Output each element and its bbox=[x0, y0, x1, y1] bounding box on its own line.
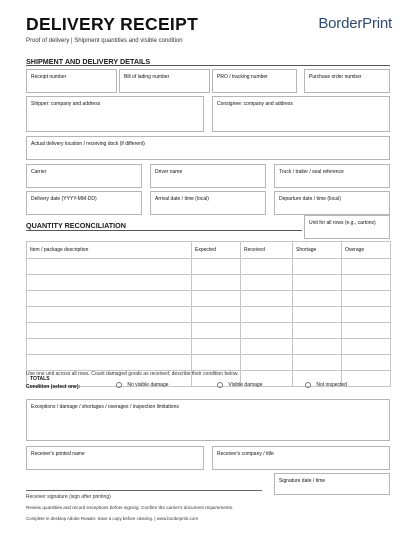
description-cell[interactable] bbox=[27, 259, 192, 275]
condition-option-label: Visible damage bbox=[228, 382, 263, 389]
quantity-note: Use one unit across all rows. Count damaged goods as received; describe their condition below. bbox=[26, 371, 239, 377]
radio-button-icon bbox=[305, 382, 311, 388]
exceptions-field[interactable] bbox=[26, 399, 390, 441]
column-header-description: Item / package description bbox=[27, 242, 192, 259]
table-row bbox=[27, 339, 391, 355]
arrival-datetime-field[interactable] bbox=[150, 191, 266, 215]
column-header-expected: Expected bbox=[192, 242, 241, 259]
description-cell[interactable] bbox=[27, 355, 192, 371]
shortage-cell[interactable] bbox=[293, 323, 342, 339]
table-header-row bbox=[27, 242, 391, 259]
brand-logo: BorderPrint bbox=[318, 15, 392, 32]
received-cell[interactable] bbox=[241, 339, 293, 355]
table-row bbox=[27, 307, 391, 323]
pro-tracking-label: PRO / tracking number bbox=[217, 74, 268, 80]
column-header-shortage: Shortage bbox=[293, 242, 342, 259]
shortage-cell[interactable] bbox=[293, 259, 342, 275]
bill-of-lading-field[interactable] bbox=[119, 69, 210, 93]
shortage-cell[interactable] bbox=[293, 275, 342, 291]
totals-overage-cell[interactable] bbox=[342, 371, 391, 387]
received-cell[interactable] bbox=[241, 259, 293, 275]
actual-delivery-location-field[interactable] bbox=[26, 136, 390, 160]
expected-cell[interactable] bbox=[192, 355, 241, 371]
shortage-cell[interactable] bbox=[293, 355, 342, 371]
condition-option-label: Not inspected bbox=[316, 382, 347, 389]
radio-button-icon bbox=[217, 382, 223, 388]
description-cell[interactable] bbox=[27, 339, 192, 355]
completion-note: Complete in desktop Adobe Reader. Save a copy before clearing. | www.borderprint.com bbox=[26, 516, 198, 521]
overage-cell[interactable] bbox=[342, 275, 391, 291]
received-cell[interactable] bbox=[241, 275, 293, 291]
shipper-field[interactable] bbox=[26, 96, 204, 132]
table-row bbox=[27, 323, 391, 339]
table-row bbox=[27, 275, 391, 291]
pro-tracking-field[interactable] bbox=[212, 69, 297, 93]
receiver-printed-name-field[interactable] bbox=[26, 446, 204, 470]
signature-date-field[interactable] bbox=[274, 473, 390, 495]
table-row bbox=[27, 291, 391, 307]
description-cell[interactable] bbox=[27, 323, 192, 339]
overage-cell[interactable] bbox=[342, 259, 391, 275]
signature-date-label: Signature date / time bbox=[279, 478, 326, 484]
signature-line[interactable] bbox=[26, 490, 262, 491]
overage-cell[interactable] bbox=[342, 355, 391, 371]
signature-caption: Receiver signature (sign after printing) bbox=[26, 494, 111, 500]
overage-cell[interactable] bbox=[342, 307, 391, 323]
table-row bbox=[27, 259, 391, 275]
consignee-label: Consignee: company and address bbox=[217, 101, 293, 107]
bill-of-lading-label: Bill of lading number bbox=[124, 74, 170, 80]
section-rule bbox=[26, 230, 302, 231]
radio-button-icon bbox=[116, 382, 122, 388]
received-cell[interactable] bbox=[241, 355, 293, 371]
quantity-section-heading: QUANTITY RECONCILIATION bbox=[26, 221, 126, 230]
condition-label: Condition (select one): bbox=[26, 384, 81, 390]
arrival-datetime-label: Arrival date / time (local) bbox=[155, 196, 209, 202]
shortage-cell[interactable] bbox=[293, 339, 342, 355]
carrier-field[interactable] bbox=[26, 164, 142, 188]
description-cell[interactable] bbox=[27, 307, 192, 323]
unit-field[interactable] bbox=[304, 215, 390, 239]
shortage-cell[interactable] bbox=[293, 291, 342, 307]
condition-option-label: No visible damage bbox=[127, 382, 169, 389]
carrier-label: Carrier bbox=[31, 169, 47, 175]
received-cell[interactable] bbox=[241, 307, 293, 323]
purchase-order-field[interactable] bbox=[304, 69, 390, 93]
shipper-label: Shipper: company and address bbox=[31, 101, 101, 107]
overage-cell[interactable] bbox=[342, 323, 391, 339]
purchase-order-label: Purchase order number bbox=[309, 74, 362, 80]
quantity-table bbox=[26, 241, 391, 387]
description-cell[interactable] bbox=[27, 291, 192, 307]
condition-option-no-damage[interactable] bbox=[116, 382, 169, 388]
totals-label: TOTALS bbox=[27, 371, 192, 387]
delivery-date-label: Delivery date (YYYY-MM-DD) bbox=[31, 196, 97, 202]
section-rule bbox=[26, 65, 390, 66]
truck-trailer-seal-label: Truck / trailer / seal reference bbox=[279, 169, 344, 175]
column-header-overage: Overage bbox=[342, 242, 391, 259]
overage-cell[interactable] bbox=[342, 339, 391, 355]
expected-cell[interactable] bbox=[192, 323, 241, 339]
column-header-received: Received bbox=[241, 242, 293, 259]
exceptions-label: Exceptions / damage / shortages / overages / inspection limitations bbox=[31, 404, 179, 410]
table-row bbox=[27, 355, 391, 371]
receiver-company-title-label: Receiver's company / title bbox=[217, 451, 274, 457]
actual-delivery-location-label: Actual delivery location / receiving dock (if different) bbox=[31, 141, 145, 147]
receiver-company-title-field[interactable] bbox=[212, 446, 390, 470]
expected-cell[interactable] bbox=[192, 307, 241, 323]
consignee-field[interactable] bbox=[212, 96, 390, 132]
delivery-date-field[interactable] bbox=[26, 191, 142, 215]
departure-datetime-field[interactable] bbox=[274, 191, 390, 215]
document-subtitle: Proof of delivery | Shipment quantities and visible condition bbox=[26, 38, 183, 44]
receipt-number-field[interactable] bbox=[26, 69, 117, 93]
document-title: DELIVERY RECEIPT bbox=[26, 14, 199, 34]
departure-datetime-label: Departure date / time (local) bbox=[279, 196, 341, 202]
unit-label: Unit for all rows (e.g., cartons) bbox=[309, 220, 376, 226]
driver-name-field[interactable] bbox=[150, 164, 266, 188]
overage-cell[interactable] bbox=[342, 291, 391, 307]
shipment-section-heading: SHIPMENT AND DELIVERY DETAILS bbox=[26, 57, 151, 66]
review-instructions: Review quantities and record exceptions before signing. Confirm the carrier's document requirements. bbox=[26, 505, 234, 510]
receiver-printed-name-label: Receiver's printed name bbox=[31, 451, 85, 457]
condition-option-visible-damage[interactable] bbox=[217, 382, 263, 388]
expected-cell[interactable] bbox=[192, 291, 241, 307]
expected-cell[interactable] bbox=[192, 339, 241, 355]
received-cell[interactable] bbox=[241, 323, 293, 339]
shortage-cell[interactable] bbox=[293, 307, 342, 323]
receipt-number-label: Receipt number bbox=[31, 74, 67, 80]
condition-option-not-inspected[interactable] bbox=[305, 382, 347, 388]
expected-cell[interactable] bbox=[192, 275, 241, 291]
expected-cell[interactable] bbox=[192, 259, 241, 275]
received-cell[interactable] bbox=[241, 291, 293, 307]
description-cell[interactable] bbox=[27, 275, 192, 291]
truck-trailer-seal-field[interactable] bbox=[274, 164, 390, 188]
driver-name-label: Driver name bbox=[155, 169, 183, 175]
